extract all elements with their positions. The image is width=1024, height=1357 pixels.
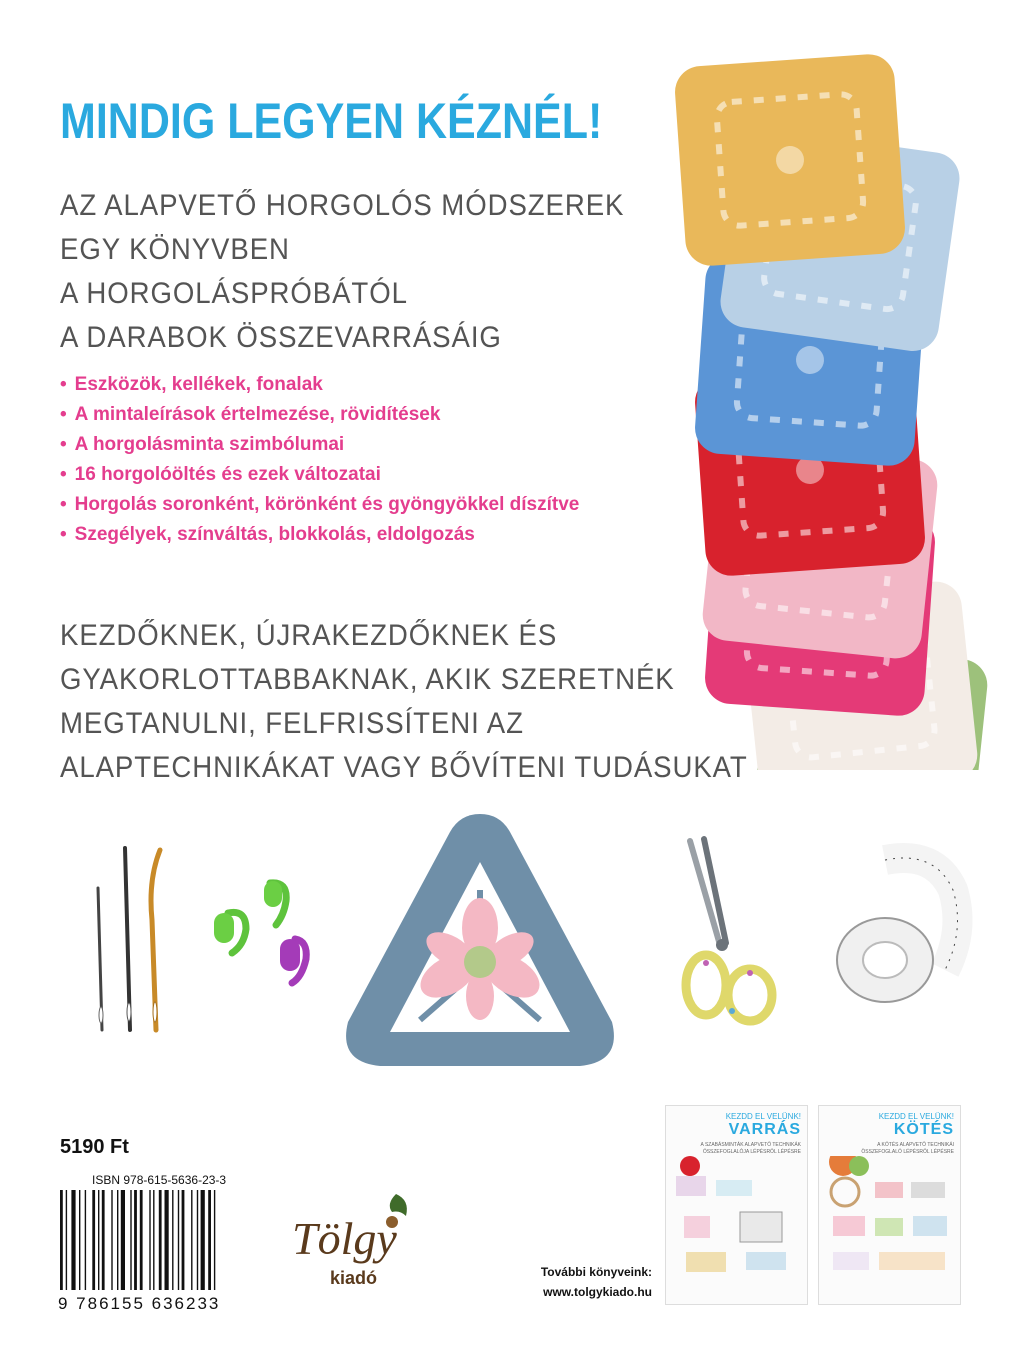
feature-item	[60, 460, 579, 490]
intro-line: EGY KÖNYVBEN	[60, 233, 290, 266]
more-books-label: További könyveink:	[540, 1265, 652, 1279]
bullet-icon: •	[60, 524, 67, 545]
isbn: ISBN 978-615-5636-23-3	[92, 1173, 227, 1187]
bullet-icon: •	[60, 374, 67, 395]
feature-list	[60, 370, 579, 550]
audience-line: ALAPTECHNIKÁKAT VAGY BŐVÍTENI TUDÁSUKAT	[60, 751, 748, 784]
intro-line: A DARABOK ÖSSZEVARRÁSÁIG	[60, 321, 502, 354]
book-cover-kotes[interactable]	[818, 1105, 961, 1305]
more-books-url[interactable]: www.tolgykiado.hu	[543, 1285, 652, 1299]
intro-line: AZ ALAPVETŐ HORGOLÓS MÓDSZEREK	[60, 189, 625, 222]
feature-item	[60, 400, 579, 430]
headline: MINDIG LEGYEN KÉZNÉL!	[60, 93, 603, 149]
publisher-logo-name: Tölgy	[292, 1213, 397, 1264]
feature-text: Eszközök, kellékek, fonalak	[74, 374, 323, 395]
measuring-tape-image	[825, 840, 975, 1020]
feature-item	[60, 490, 579, 520]
more-books	[522, 1262, 652, 1302]
bullet-icon: •	[60, 494, 67, 515]
price: 5190 Ft	[60, 1136, 129, 1158]
barcode-digits: 9 786155 636233	[58, 1294, 221, 1313]
stitch-markers-image	[200, 875, 320, 995]
feature-text: Horgolás soronként, körönként és gyöngyökkel díszítve	[74, 494, 580, 515]
feature-item	[60, 370, 579, 400]
bullet-icon: •	[60, 404, 67, 425]
feature-text: A mintaleírások értelmezése, rövidítések	[74, 404, 441, 425]
book-illustration	[819, 1156, 961, 1286]
needles-image	[80, 840, 180, 1040]
bullet-icon: •	[60, 464, 67, 485]
book-title: VARRÁS	[728, 1121, 801, 1138]
audience-line: KEZDŐKNEK, ÚJRAKEZDŐKNEK ÉS	[60, 619, 558, 652]
granny-squares-stack-image	[660, 50, 990, 770]
book-cover-varras[interactable]	[665, 1105, 808, 1305]
book-desc: A KÖTÉS ALAPVETŐ TECHNIKÁI ÖSSZEFOGLALÓ LÉPÉSRŐL LÉPÉSRE	[861, 1142, 954, 1155]
book-series: KEZDD EL VELÜNK!	[878, 1112, 954, 1121]
scissors-image	[670, 835, 780, 1035]
crochet-triangle-image	[330, 800, 630, 1080]
audience-line: MEGTANULNI, FELFRISSÍTENI AZ	[60, 707, 524, 740]
book-series: KEZDD EL VELÜNK!	[725, 1112, 801, 1121]
feature-text: Szegélyek, színváltás, blokkolás, eldolgozás	[74, 524, 475, 545]
bullet-icon: •	[60, 434, 67, 455]
feature-item	[60, 520, 579, 550]
audience-line: GYAKORLOTTABBAKNAK, AKIK SZERETNÉK	[60, 663, 675, 696]
publisher-logo-sub: kiadó	[330, 1268, 378, 1288]
intro-list	[60, 184, 673, 360]
feature-text: A horgolásminta szimbólumai	[74, 434, 345, 455]
book-desc: A SZABÁSMINTÁK ALAPVETŐ TECHNIKÁK ÖSSZEFOGLALÓJA LÉPÉSRŐL LÉPÉSRE	[700, 1142, 801, 1155]
barcode-image	[58, 1190, 254, 1292]
granny-square	[673, 53, 906, 268]
book-title: KÖTÉS	[893, 1121, 954, 1138]
feature-item	[60, 430, 579, 460]
feature-text: 16 horgolóöltés és ezek változatai	[74, 464, 381, 485]
book-illustration	[666, 1156, 808, 1286]
intro-line: A HORGOLÁSPRÓBÁTÓL	[60, 277, 408, 310]
